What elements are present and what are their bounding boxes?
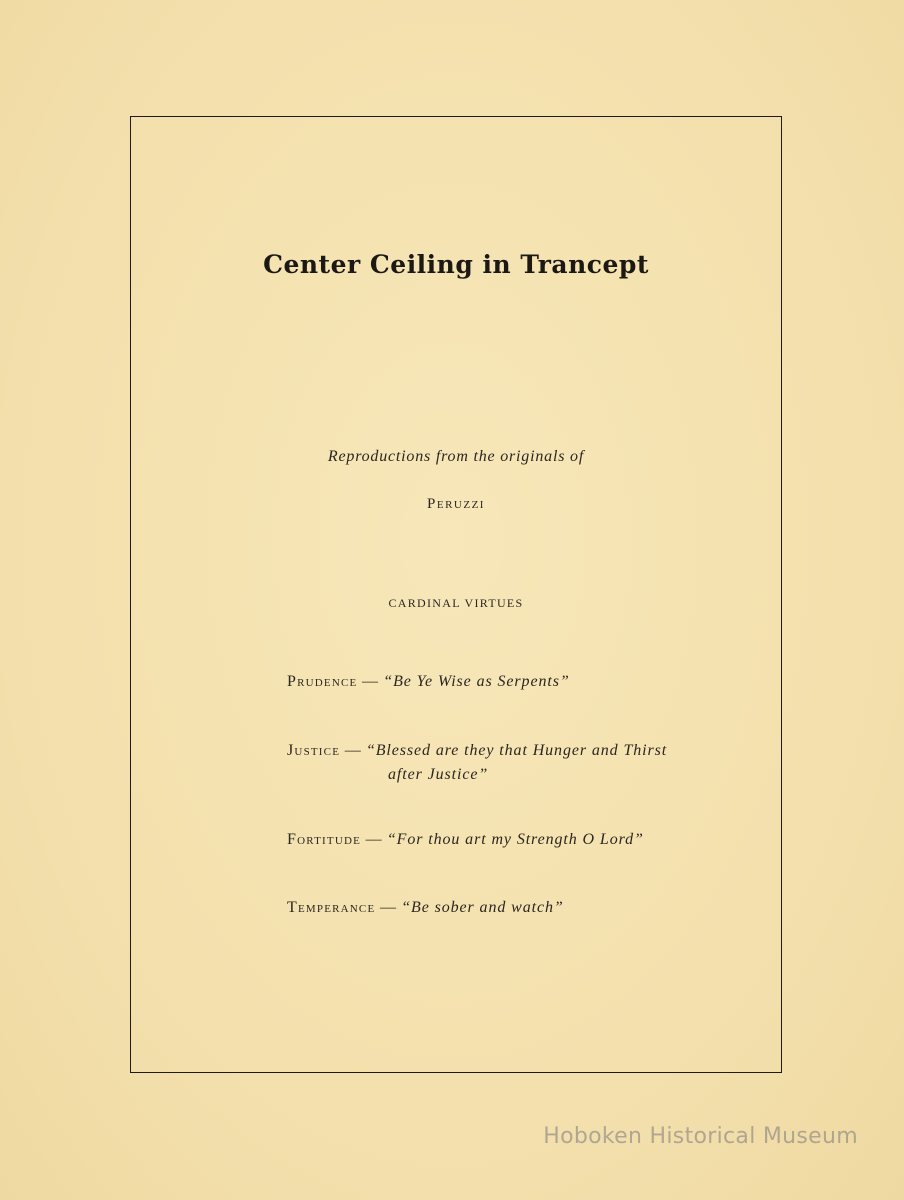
virtue-quote-continuation: after Justice”	[388, 766, 489, 783]
page-title: Center Ceiling in Trancept	[263, 250, 649, 279]
virtue-name: Prudence	[287, 673, 358, 690]
virtue-quote: “Be sober and watch”	[401, 899, 564, 916]
virtue-fortitude	[287, 828, 644, 852]
section-heading: CARDINAL VIRTUES	[388, 596, 524, 610]
intro-text: Reproductions from the originals of	[327, 448, 585, 465]
virtue-dash: —	[375, 899, 402, 916]
virtue-quote: “For thou art my Strength O Lord”	[386, 831, 644, 848]
virtue-dash: —	[340, 742, 366, 759]
virtue-dash: —	[357, 673, 384, 690]
virtue-name: Fortitude	[287, 831, 362, 848]
virtue-prudence	[287, 670, 570, 694]
virtue-quote: “Be Ye Wise as Serpents”	[383, 673, 570, 690]
artist-name: Peruzzi	[427, 496, 485, 512]
museum-watermark: Hoboken Historical Museum	[543, 1124, 858, 1149]
virtue-dash: —	[361, 831, 387, 848]
virtue-name: Temperance	[287, 899, 376, 916]
virtue-justice	[287, 739, 667, 787]
virtue-name: Justice	[287, 742, 341, 759]
virtue-temperance	[287, 896, 564, 920]
virtue-quote: “Blessed are they that Hunger and Thirst	[365, 742, 668, 759]
